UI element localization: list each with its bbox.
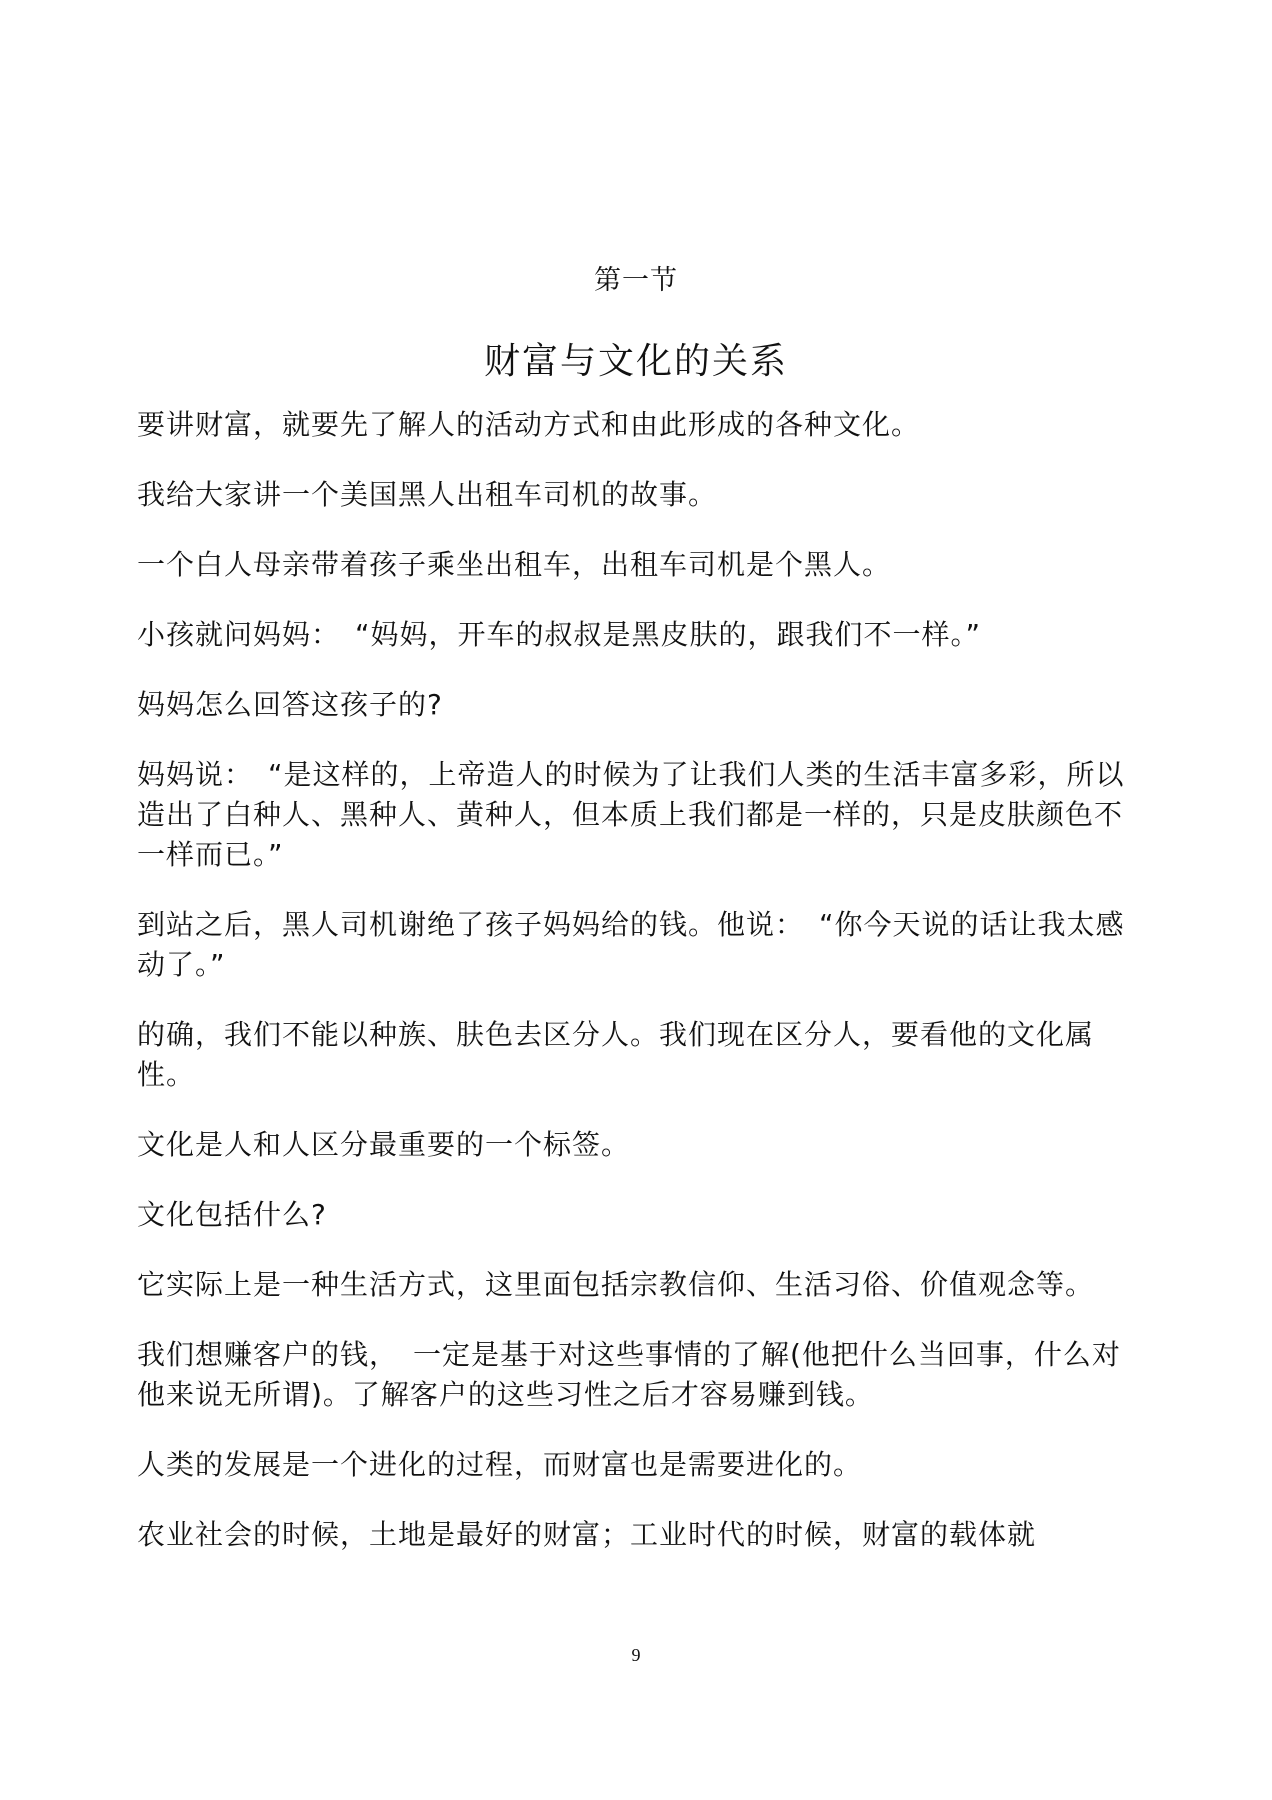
- paragraph: 文化包括什么?: [137, 1198, 327, 1231]
- paragraph: 到站之后，黑人司机谢绝了孩子妈妈给的钱。他说： “你今天说的话让我太感动了。”: [137, 908, 1125, 981]
- paragraph: 文化是人和人区分最重要的一个标签。: [137, 1128, 631, 1161]
- paragraph: 人类的发展是一个进化的过程，而财富也是需要进化的。: [137, 1448, 863, 1481]
- body-text: [137, 405, 1137, 1585]
- chapter-title: 财富与文化的关系: [483, 341, 788, 382]
- paragraph: 农业社会的时候，土地是最好的财富；工业时代的时候，财富的载体就: [137, 1518, 1037, 1551]
- paragraph: 妈妈怎么回答这孩子的?: [137, 688, 443, 721]
- paragraph: 它实际上是一种生活方式，这里面包括宗教信仰、生活习俗、价值观念等。: [137, 1268, 1095, 1301]
- section-label: 第一节: [594, 265, 678, 296]
- paragraph: 我们想赚客户的钱， 一定是基于对这些事情的了解(他把什么当回事，什么对他来说无所谓)。了解客户的这些习性之后才容易赚到钱。: [137, 1338, 1121, 1411]
- paragraph: 我给大家讲一个美国黑人出租车司机的故事。: [137, 478, 718, 511]
- paragraph: 的确，我们不能以种族、肤色去区分人。我们现在区分人，要看他的文化属性。: [137, 1018, 1095, 1091]
- paragraph: 要讲财富，就要先了解人的活动方式和由此形成的各种文化。: [137, 408, 921, 441]
- paragraph: 一个白人母亲带着孩子乘坐出租车，出租车司机是个黑人。: [137, 548, 892, 581]
- page-number: 9: [631, 1645, 641, 1665]
- paragraph: 妈妈说： “是这样的，上帝造人的时候为了让我们人类的生活丰富多彩，所以造出了白种人、黑种人、黄种人，但本质上我们都是一样的，只是皮肤颜色不一样而已。”: [137, 758, 1125, 871]
- paragraph: 小孩就问妈妈： “妈妈，开车的叔叔是黑皮肤的，跟我们不一样。”: [137, 618, 982, 651]
